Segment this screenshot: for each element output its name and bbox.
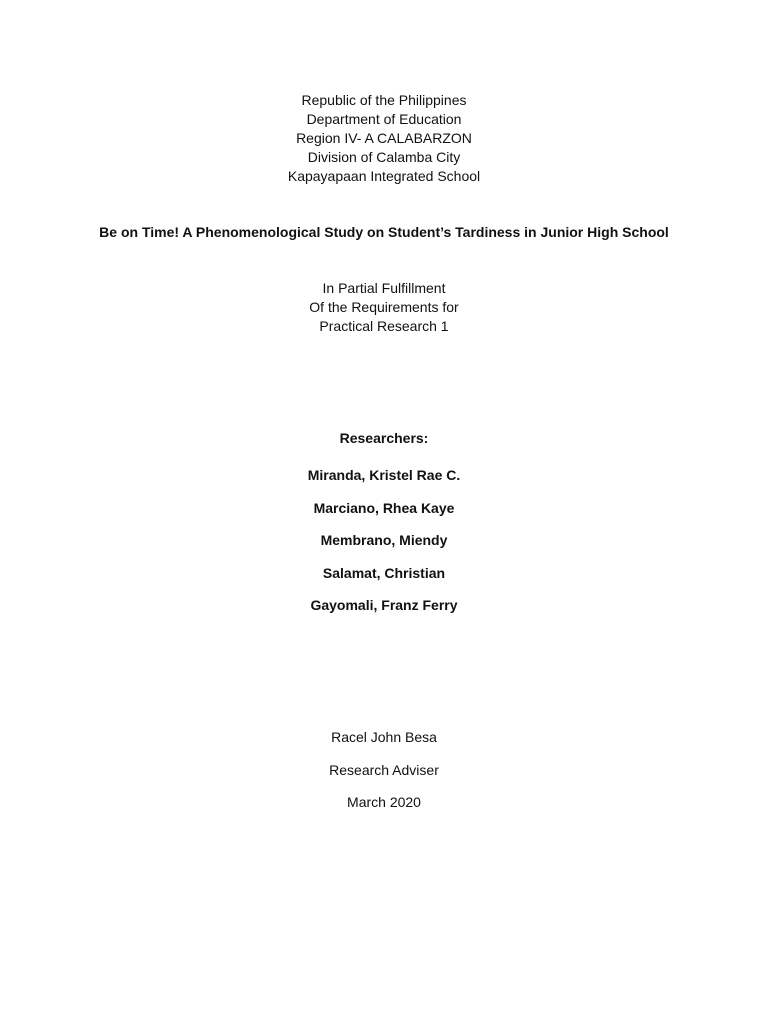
header-line-region: Region IV- A CALABARZON	[296, 130, 472, 146]
researcher-name: Membrano, Miendy	[320, 532, 448, 548]
fulfillment-line-2: Of the Requirements for	[309, 299, 459, 315]
researchers-heading: Researchers:	[339, 430, 429, 446]
adviser-role: Research Adviser	[329, 762, 439, 778]
fulfillment-line-1: In Partial Fulfillment	[322, 280, 446, 296]
header-line-department: Department of Education	[306, 111, 462, 127]
header-line-country: Republic of the Philippines	[301, 92, 467, 108]
document-date: March 2020	[347, 794, 421, 810]
researcher-name: Salamat, Christian	[322, 565, 446, 581]
fulfillment-line-3: Practical Research 1	[319, 318, 449, 334]
adviser-name: Racel John Besa	[331, 729, 437, 745]
researcher-name: Marciano, Rhea Kaye	[313, 500, 455, 516]
header-line-school: Kapayapaan Integrated School	[287, 168, 481, 184]
researcher-name: Miranda, Kristel Rae C.	[307, 467, 461, 483]
header-line-division: Division of Calamba City	[307, 149, 461, 165]
research-title: Be on Time! A Phenomenological Study on Student’s Tardiness in Junior High School	[99, 224, 669, 240]
researcher-name: Gayomali, Franz Ferry	[310, 597, 458, 613]
